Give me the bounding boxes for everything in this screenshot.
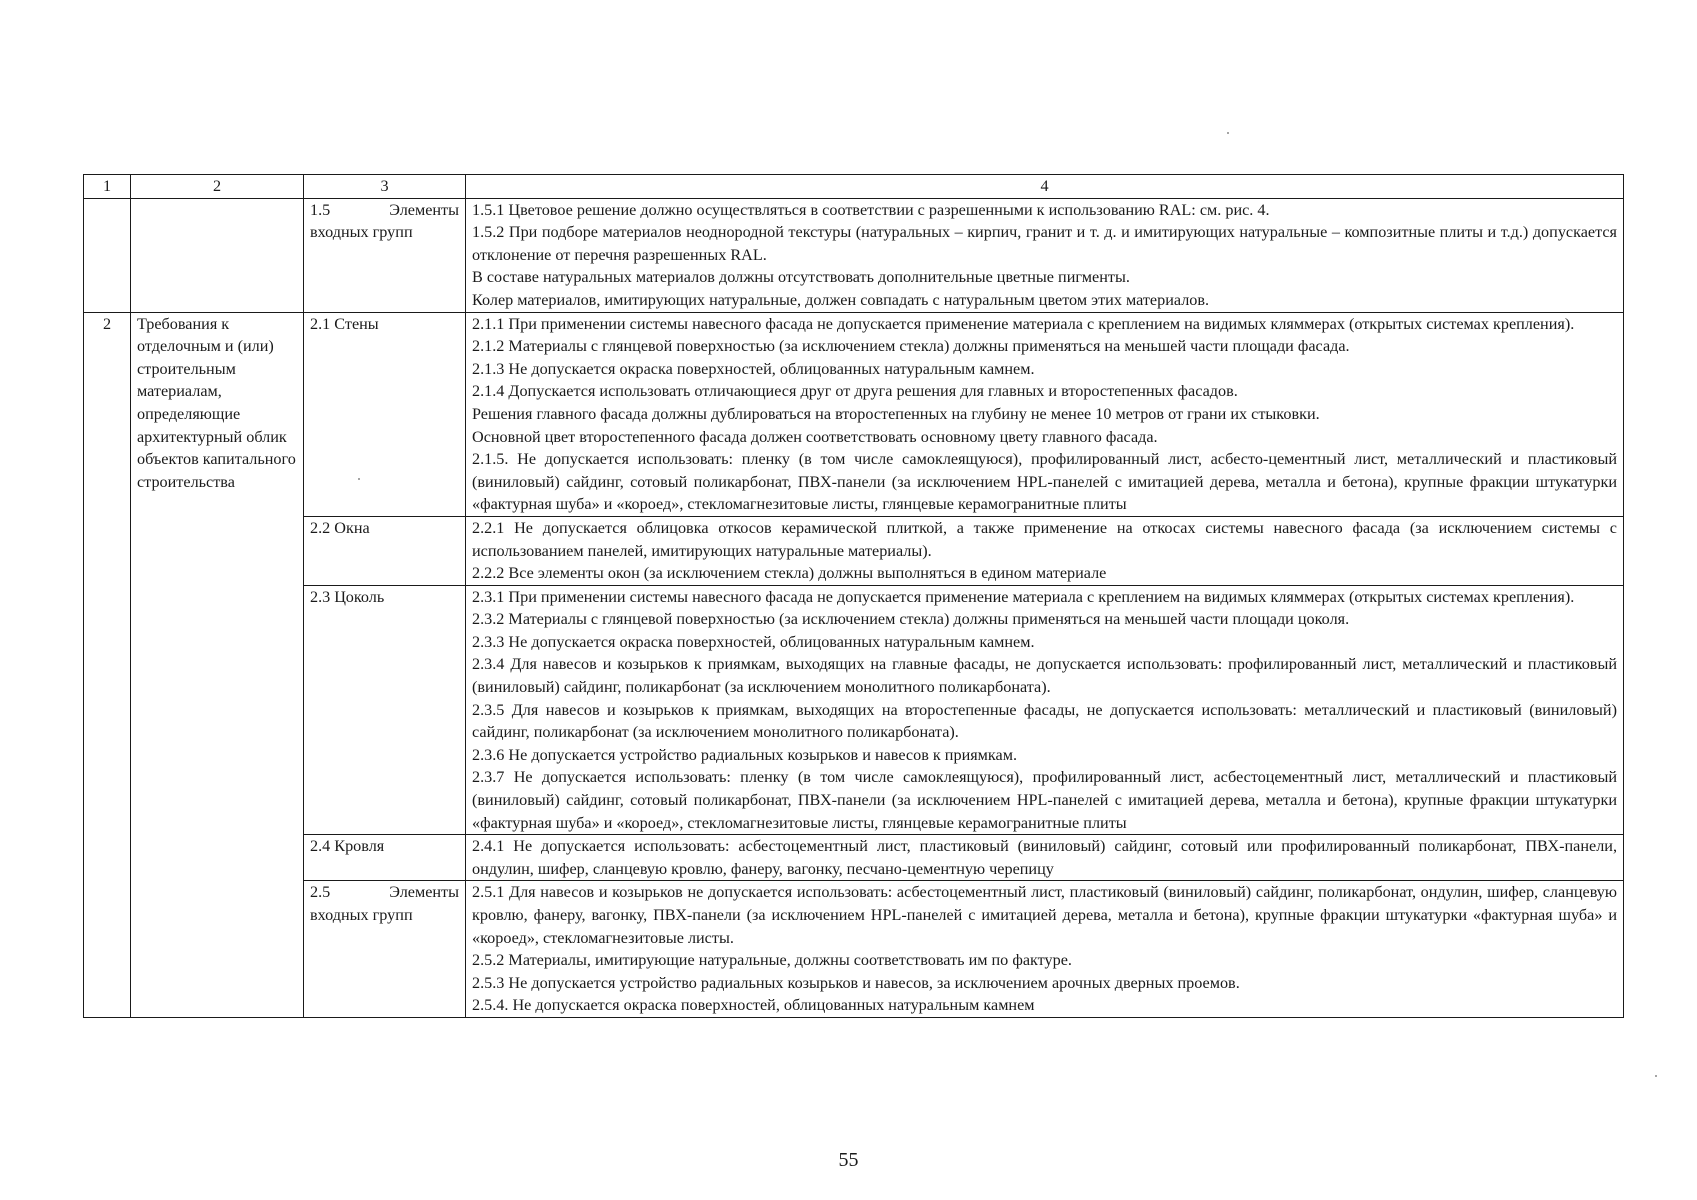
requirement-item: 2.4.1 Не допускается использовать: асбестоцементный лист, пластиковый (виниловый) сайдинг, сотовый или профилированный поликарбонат, ПВХ-панели, ондулин, шифер, сланцевую кровлю, фанеру, вагонку, песчано-цементную черепицу bbox=[472, 837, 1617, 878]
requirement-item: Колер материалов, имитирующих натуральные, должен совпадать с натуральным цветом этих материалов. bbox=[472, 290, 1210, 309]
page-number: 55 bbox=[838, 1149, 859, 1171]
scan-speck bbox=[1227, 132, 1229, 134]
section-title-cell: Требования к отделочным и (или) строительным материалам, определяющие архитектурный облик объектов капитального строительства bbox=[131, 312, 304, 1017]
subsection-label: 2.4 Кровля bbox=[304, 835, 466, 881]
table-row-2-3 bbox=[84, 585, 1624, 835]
requirement-item: 2.3.6 Не допускается устройство радиальных козырьков и навесов к приямкам. bbox=[472, 745, 1018, 764]
requirement-item: 2.3.2 Материалы с глянцевой поверхностью (за исключением стекла) должны применяться на меньшей части площади цоколя. bbox=[472, 610, 1350, 629]
requirement-item: 2.3.1 При применении системы навесного фасада не допускается применение материала с креплением на видимых кляммерах (открытых системах крепления). bbox=[472, 587, 1575, 606]
column-number-3: 3 bbox=[304, 175, 466, 199]
requirement-item: 2.3.5 Для навесов и козырьков к приямкам, выходящих на второстепенные фасады, не допускается использовать: металлический и пластиковый (виниловый) сайдинг, поликарбонат (за исключением монолитного поликарбоната). bbox=[472, 700, 1617, 742]
requirement-item: 2.1.4 Допускается использовать отличающиеся друг от друга решения для главных и второстепенных фасадов. bbox=[472, 382, 1238, 401]
requirement-item: 2.2.2 Все элементы окон (за исключением стекла) должны выполняться в едином материале bbox=[472, 564, 1107, 583]
scan-speck bbox=[358, 478, 360, 480]
requirement-item: Основной цвет второстепенного фасада должен соответствовать основному цвету главного фасада. bbox=[472, 427, 1158, 446]
table-row-2-2 bbox=[84, 516, 1624, 585]
requirement-item: 1.5.1 Цветовое решение должно осуществляться в соответствии с разрешенными к использованию RAL: см. рис. 4. bbox=[472, 200, 1270, 219]
table-row-2-1 bbox=[84, 312, 1624, 516]
requirement-item: 2.5.4. Не допускается окраска поверхностей, облицованных натуральным камнем bbox=[472, 996, 1035, 1015]
requirement-item: 2.5.1 Для навесов и козырьков не допускается использовать: асбестоцементный лист, пластиковый (виниловый) сайдинг, поликарбонат, ондулин, шифер, сланцевую кровлю, фанеру, вагонку, ПВХ-панели (за исключением HPL-панелей с имитацией дерева, металла и бетона), крупные фракции штукатурки «фактурная шуба» и «короед», стекломагнезитовые листы. bbox=[472, 883, 1617, 947]
requirement-item: В составе натуральных материалов должны отсутствовать дополнительные цветные пигменты. bbox=[472, 268, 1130, 287]
requirements-cell bbox=[466, 881, 1624, 1018]
requirement-item: 2.3.7 Не допускается использовать: пленку (в том числе самоклеящуюся), профилированный лист, асбестоцементный лист, металлический и пластиковый (виниловый) сайдинг, сотовый поликарбонат, ПВХ-панели (за исключением HPL-панелей с имитацией дерева, металла и бетона), крупные фракции штукатурки «фактурная шуба» и «короед», стекломагнезитовые листы, глянцевые керамогранитные плиты bbox=[472, 768, 1617, 832]
subsection-label: 2.3 Цоколь bbox=[304, 585, 466, 835]
column-number-row bbox=[84, 175, 1624, 199]
table-row-1-5 bbox=[84, 198, 1624, 312]
subsection-label: 2.2 Окна bbox=[304, 516, 466, 585]
requirement-item: 2.1.2 Материалы с глянцевой поверхностью (за исключением стекла) должны применяться на меньшей части площади фасада. bbox=[472, 337, 1350, 356]
requirements-table bbox=[83, 174, 1624, 1018]
column-number-1: 1 bbox=[84, 175, 131, 199]
requirement-item: 1.5.2 При подборе материалов неоднородной текстуры (натуральных – кирпич, гранит и т. д. и имитирующих натуральные – композитные плиты и т.д.) допускается отклонение от перечня разрешенных RAL. bbox=[472, 223, 1617, 264]
requirements-cell bbox=[466, 516, 1624, 585]
requirements-cell bbox=[466, 312, 1624, 516]
section-number-cell: 2 bbox=[84, 312, 131, 1017]
requirement-item: 2.1.3 Не допускается окраска поверхностей, облицованных натуральным камнем. bbox=[472, 359, 1035, 378]
column-number-4: 4 bbox=[466, 175, 1624, 199]
row-title-cell bbox=[131, 198, 304, 312]
subsection-label: 1.5 Элементы входных групп bbox=[304, 198, 466, 312]
subsection-label: 2.1 Стены bbox=[304, 312, 466, 516]
requirement-item: Решения главного фасада должны дублироваться на второстепенных на глубину не менее 10 метров от грани их стыковки. bbox=[472, 404, 1320, 423]
scan-speck bbox=[1655, 1075, 1657, 1077]
requirement-item: 2.3.3 Не допускается окраска поверхностей, облицованных натуральным камнем. bbox=[472, 632, 1035, 651]
subsection-label: 2.5 Элементы входных групп bbox=[304, 881, 466, 1018]
requirement-item: 2.1.1 При применении системы навесного фасада не допускается применение материала с креплением на видимых кляммерах (открытых системах крепления). bbox=[472, 314, 1575, 333]
requirements-cell bbox=[466, 585, 1624, 835]
table-row-2-5 bbox=[84, 881, 1624, 1018]
requirement-item: 2.5.3 Не допускается устройство радиальных козырьков и навесов, за исключением арочных дверных проемов. bbox=[472, 973, 1240, 992]
requirement-item: 2.1.5. Не допускается использовать: пленку (в том числе самоклеящуюся), профилированный лист, асбесто-цементный лист, металлический и пластиковый (виниловый) сайдинг, сотовый поликарбонат, ПВХ-панели (за исключением HPL-панелей с имитацией дерева, металла и бетона), крупные фракции штукатурки «фактурная шуба» и «короед», стекломагнезитовые листы, глянцевые керамогранитные плиты bbox=[472, 450, 1617, 514]
requirements-cell bbox=[466, 835, 1624, 881]
table-row-2-4 bbox=[84, 835, 1624, 881]
row-number-cell bbox=[84, 198, 131, 312]
requirement-item: 2.2.1 Не допускается облицовка откосов керамической плиткой, а также применение на откосах системы навесного фасада (за исключением системы с использованием панелей, имитирующих натуральные материалы). bbox=[472, 518, 1617, 560]
requirements-cell bbox=[466, 198, 1624, 312]
column-number-2: 2 bbox=[131, 175, 304, 199]
requirement-item: 2.3.4 Для навесов и козырьков к приямкам, выходящих на главные фасады, не допускается использовать: профилированный лист, металлический и пластиковый (виниловый) сайдинг, поликарбонат (за исключением монолитного поликарбоната). bbox=[472, 655, 1617, 697]
requirement-item: 2.5.2 Материалы, имитирующие натуральные, должны соответствовать им по фактуре. bbox=[472, 951, 1072, 970]
